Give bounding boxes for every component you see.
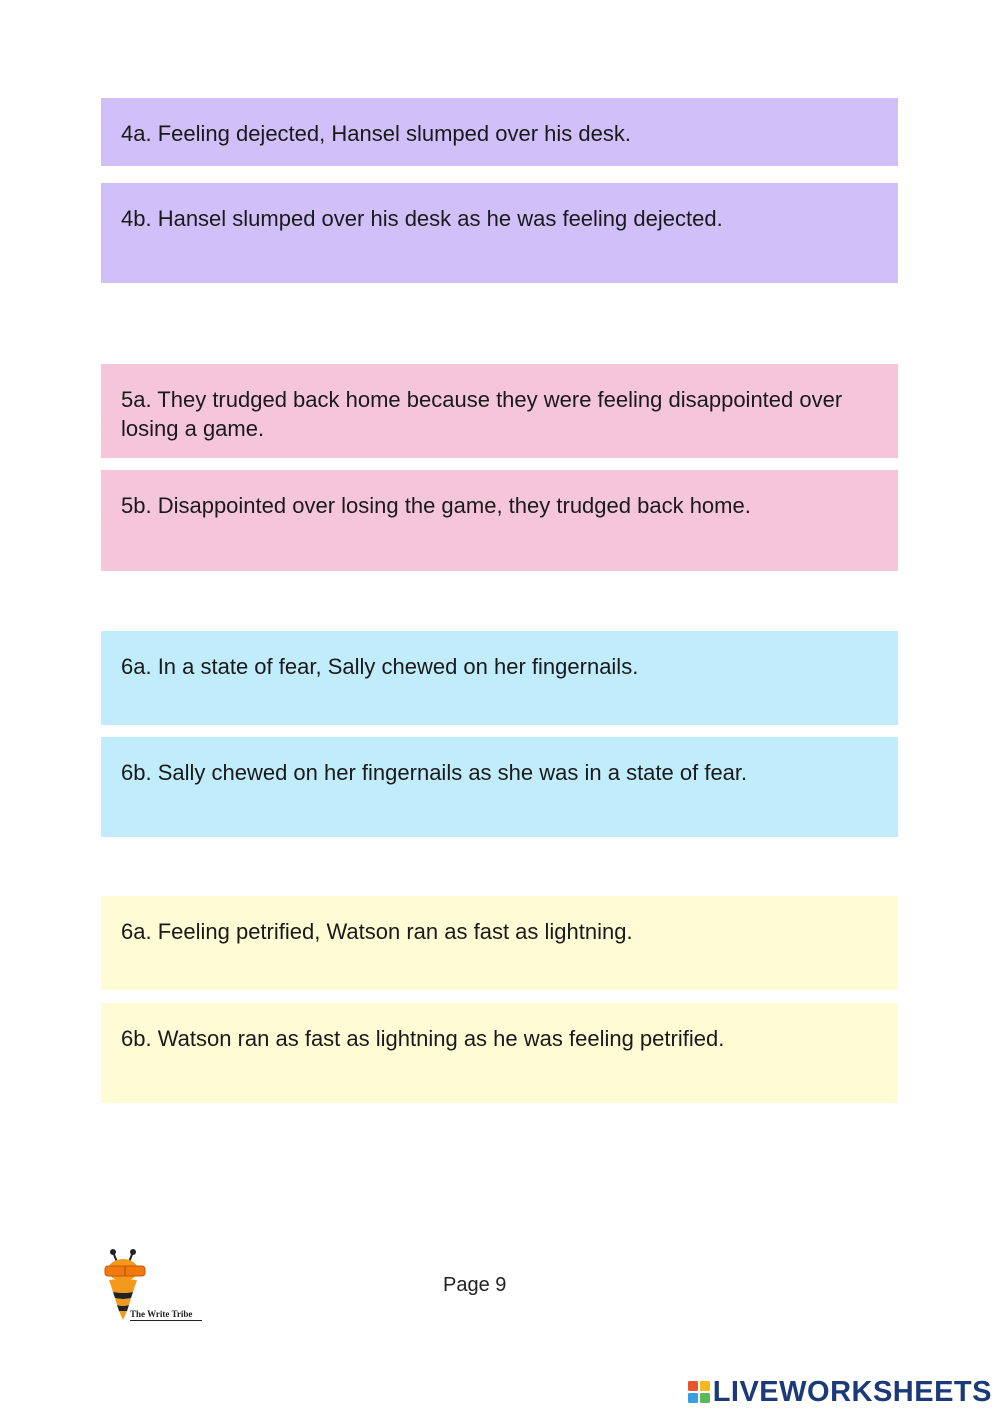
- sentence-text: 6b. Sally chewed on her fingernails as she was in a state of fear.: [121, 760, 748, 785]
- liveworksheets-grid-icon: [688, 1381, 710, 1403]
- sentence-text: 6a. In a state of fear, Sally chewed on her fingernails.: [121, 654, 639, 679]
- sentence-card-4b: [101, 183, 898, 283]
- liveworksheets-wordmark: LIVEWORKSHEETS: [712, 1375, 992, 1408]
- sentence-text: 4a. Feeling dejected, Hansel slumped over his desk.: [121, 121, 631, 146]
- sentence-card-5a: [101, 364, 898, 458]
- sentence-text: 6b. Watson ran as fast as lightning as he was feeling petrified.: [121, 1026, 725, 1051]
- liveworksheets-brand[interactable]: [688, 1374, 992, 1410]
- sentence-card-5b: [101, 470, 898, 571]
- sentence-card-6a-second: [101, 896, 898, 990]
- page-number: Page 9: [443, 1274, 507, 1296]
- sentence-card-4a: [101, 98, 898, 166]
- logo-caption: The Write Tribe: [130, 1309, 202, 1321]
- sentence-text: 6a. Feeling petrified, Watson ran as fast as lightning.: [121, 919, 633, 944]
- sentence-text: 5a. They trudged back home because they were feeling disappointed over losing a game.: [121, 387, 843, 441]
- sentence-text: 5b. Disappointed over losing the game, they trudged back home.: [121, 493, 751, 518]
- sentence-text: 4b. Hansel slumped over his desk as he was feeling dejected.: [121, 206, 723, 231]
- sentence-card-6a: [101, 631, 898, 725]
- sentence-card-6b: [101, 737, 898, 837]
- sentence-card-6b-second: [101, 1003, 898, 1103]
